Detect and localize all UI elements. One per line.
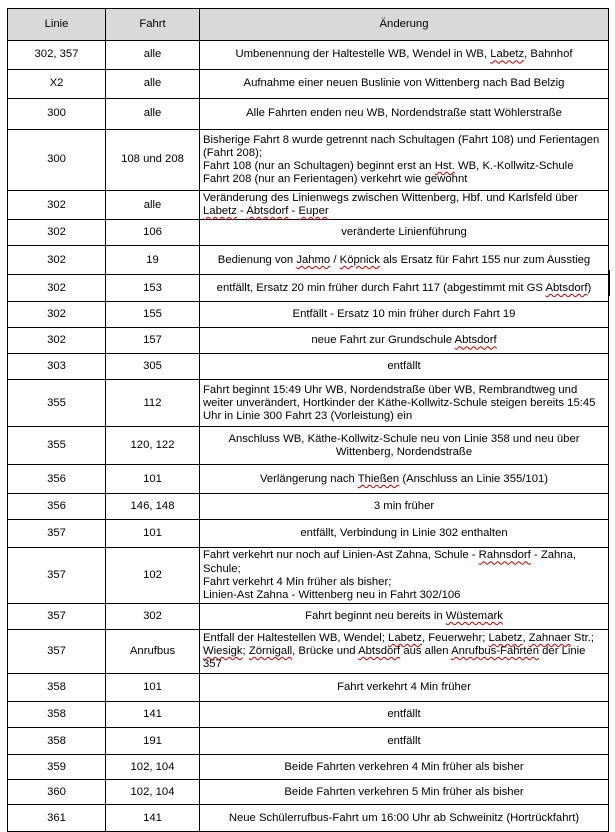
cell-aenderung xyxy=(200,70,609,99)
cell-linie: 355 xyxy=(8,380,106,427)
spellcheck-word: Rahnsdorf xyxy=(478,549,531,562)
table-row xyxy=(8,191,609,220)
aenderung-line: 3 min früher xyxy=(373,500,435,513)
cell-aenderung xyxy=(200,780,609,805)
table-row xyxy=(8,702,609,728)
aenderung-line: Neue Schülerrufbus-Fahrt um 16:00 Uhr ab Schweinitz (Hortrückfahrt) xyxy=(228,811,580,824)
cell-linie: 359 xyxy=(8,755,106,780)
cell-aenderung xyxy=(200,520,609,548)
cell-aenderung xyxy=(200,630,609,674)
cell-linie: 302 xyxy=(8,275,106,302)
table-row xyxy=(8,805,609,832)
cell-fahrt: 101 xyxy=(106,520,200,548)
spellcheck-word: Zörnigall xyxy=(248,645,293,658)
aenderung-line: Entfall der Haltestellen WB, Wendel; Labetz, Feuerwehr; Labetz, Zahnaer Str.; Wiesigk; Zörnigall, Brücke und Abtsdorf aus allen Anrufbus-Fahrten der Linie 357 xyxy=(203,631,595,671)
aenderung-line: Alle Fahrten enden neu WB, Nordendstraße statt Wöhlerstraße xyxy=(246,107,562,120)
cell-linie: 355 xyxy=(8,427,106,465)
cell-fahrt: 106 xyxy=(106,220,200,246)
cell-fahrt: 146, 148 xyxy=(106,494,200,520)
table-row xyxy=(8,328,609,354)
cell-linie: 300 xyxy=(8,130,106,191)
aenderung-line: entfällt, Ersatz 20 min früher durch Fahrt 117 (abgestimmt mit GS Abtsdorf) xyxy=(216,281,592,294)
cell-aenderung xyxy=(200,494,609,520)
aenderung-line: Beide Fahrten verkehren 4 Min früher als bisher xyxy=(284,760,524,773)
aenderung-line: Fahrt 208 (nur an Ferientagen) verkehrt wie gewohnt xyxy=(203,173,468,186)
cell-fahrt: 157 xyxy=(106,328,200,354)
spellcheck-word: Abtsdorf xyxy=(454,334,497,347)
spellcheck-word: Jahmo xyxy=(296,253,331,266)
aenderung-line: Fahrt 108 (nur an Schultagen) beginnt erst an Hst. WB, K.-Kollwitz-Schule xyxy=(203,160,574,172)
cell-aenderung xyxy=(200,702,609,728)
cell-linie: 361 xyxy=(8,805,106,832)
aenderung-line: Fahrt verkehrt nur noch auf Linien-Ast Zahna, Schule - Rahnsdorf - Zahna, Schule; xyxy=(203,549,577,575)
table-row xyxy=(8,755,609,780)
spellcheck-word: Euper xyxy=(298,205,329,218)
cell-linie: 358 xyxy=(8,674,106,702)
spellcheck-word: Labetz xyxy=(488,631,523,644)
header-aenderung: Änderung xyxy=(200,9,609,41)
aenderung-line: Bisherige Fahrt 8 wurde getrennt nach Schultagen (Fahrt 108) und Ferientagen (Fahrt 208); xyxy=(203,133,600,159)
cell-fahrt: 153 xyxy=(106,275,200,302)
spellcheck-word: Abtsdorf xyxy=(358,645,401,658)
table-row xyxy=(8,604,609,630)
header-fahrt: Fahrt xyxy=(106,9,200,41)
table-row xyxy=(8,70,609,99)
cell-fahrt: alle xyxy=(106,191,200,220)
table-row xyxy=(8,130,609,191)
table-header-row xyxy=(8,9,609,41)
cell-fahrt: 108 und 208 xyxy=(106,130,200,191)
spellcheck-word: Hst. xyxy=(434,160,455,172)
spellcheck-word: Zahnaer xyxy=(528,631,571,644)
cell-aenderung xyxy=(200,805,609,832)
aenderung-line: Beide Fahrten verkehren 5 Min früher als bisher xyxy=(284,785,524,798)
aenderung-line: neue Fahrt zur Grundschule Abtsdorf xyxy=(311,334,497,347)
cell-linie: 302 xyxy=(8,246,106,275)
aenderung-line: Anschluss WB, Käthe-Kollwitz-Schule neu von Linie 358 und neu über Wittenberg, Nordendstraße xyxy=(228,432,580,458)
aenderung-line: Fahrt verkehrt 4 Min früher als bisher; xyxy=(203,575,392,588)
table-row xyxy=(8,99,609,130)
spellcheck-word: Wiesigk xyxy=(203,645,243,658)
cell-linie: 356 xyxy=(8,465,106,494)
cell-linie: 358 xyxy=(8,702,106,728)
spellcheck-word: Wüstemark xyxy=(445,610,503,623)
aenderung-line: Linien-Ast Zahna - Wittenberg neu in Fahrt 302/106 xyxy=(203,589,461,602)
aenderung-line: entfällt, Verbindung in Linie 302 enthalten xyxy=(300,527,508,540)
cell-aenderung xyxy=(200,275,609,302)
table-row xyxy=(8,465,609,494)
aenderung-line: entfällt xyxy=(387,360,421,373)
cell-fahrt: 120, 122 xyxy=(106,427,200,465)
aenderung-line: Veränderung des Linienwegs zwischen Wittenberg, Hbf. und Karlsfeld über Labetz - Abtsdorf - Euper xyxy=(203,192,578,218)
cell-fahrt: alle xyxy=(106,41,200,70)
aenderung-line: Fahrt beginnt 15:49 Uhr WB, Nordendstraße über WB, Rembrandtweg und weiter unverändert, Hortkinder der Käthe-Kollwitz-Schule steigen bereits 15:45 Uhr in Linie 300 Fahrt 23 (Vorleistung) ein xyxy=(203,383,596,422)
table-row xyxy=(8,41,609,70)
table-row xyxy=(8,520,609,548)
spellcheck-word: Labetz xyxy=(203,205,237,218)
spellcheck-word: Labetz xyxy=(388,631,422,644)
cell-fahrt: 305 xyxy=(106,354,200,380)
cell-linie: 357 xyxy=(8,548,106,604)
cell-aenderung xyxy=(200,354,609,380)
aenderung-line: Entfällt - Ersatz 10 min früher durch Fahrt 19 xyxy=(292,308,516,321)
cell-aenderung xyxy=(200,728,609,755)
changes-table xyxy=(7,8,609,832)
aenderung-line: Aufnahme einer neuen Buslinie von Wittenberg nach Bad Belzig xyxy=(243,77,565,90)
cell-aenderung xyxy=(200,427,609,465)
table-row xyxy=(8,354,609,380)
table-row xyxy=(8,246,609,275)
cell-aenderung xyxy=(200,99,609,130)
cell-linie: 302 xyxy=(8,328,106,354)
aenderung-line: Umbenennung der Haltestelle WB, Wendel in WB, Labetz, Bahnhof xyxy=(235,48,573,61)
aenderung-line: entfällt xyxy=(387,708,421,721)
cell-fahrt: alle xyxy=(106,70,200,99)
cell-linie: 358 xyxy=(8,728,106,755)
cell-aenderung xyxy=(200,380,609,427)
cell-linie: 302 xyxy=(8,191,106,220)
cell-linie: 357 xyxy=(8,520,106,548)
table-row xyxy=(8,275,609,302)
table-body xyxy=(8,41,609,832)
cell-fahrt: 112 xyxy=(106,380,200,427)
spellcheck-word: Thießen xyxy=(357,472,400,485)
cell-linie: 302 xyxy=(8,220,106,246)
spellcheck-word: Abtsdorf xyxy=(246,205,289,218)
cell-aenderung xyxy=(200,41,609,70)
cell-fahrt: 19 xyxy=(106,246,200,275)
cell-aenderung xyxy=(200,191,609,220)
cell-fahrt: 102, 104 xyxy=(106,780,200,805)
cell-linie: 300 xyxy=(8,99,106,130)
aenderung-line: veränderte Linienführung xyxy=(341,226,467,239)
cell-linie: 357 xyxy=(8,630,106,674)
aenderung-line: Fahrt verkehrt 4 Min früher xyxy=(337,681,471,694)
cell-aenderung xyxy=(200,328,609,354)
cell-fahrt: 101 xyxy=(106,674,200,702)
page-edge-mark xyxy=(609,270,610,296)
cell-aenderung xyxy=(200,302,609,328)
table-row xyxy=(8,302,609,328)
cell-fahrt: 302 xyxy=(106,604,200,630)
spellcheck-word: Anrufbus-Fahrten xyxy=(451,645,539,658)
table-row xyxy=(8,380,609,427)
cell-linie: 357 xyxy=(8,604,106,630)
spellcheck-word: Köpnick xyxy=(339,253,380,266)
cell-aenderung xyxy=(200,130,609,191)
cell-linie: 302, 357 xyxy=(8,41,106,70)
cell-fahrt: 101 xyxy=(106,465,200,494)
cell-linie: X2 xyxy=(8,70,106,99)
cell-linie: 302 xyxy=(8,302,106,328)
table-row xyxy=(8,728,609,755)
cell-aenderung xyxy=(200,755,609,780)
cell-linie: 356 xyxy=(8,494,106,520)
aenderung-line: Fahrt beginnt neu bereits in Wüstemark xyxy=(305,610,503,623)
cell-fahrt: 102 xyxy=(106,548,200,604)
cell-aenderung xyxy=(200,246,609,275)
table-row xyxy=(8,427,609,465)
spellcheck-word: Abtsdorf xyxy=(545,281,588,294)
table-row xyxy=(8,674,609,702)
table-row xyxy=(8,494,609,520)
cell-fahrt: 141 xyxy=(106,805,200,832)
header-linie: Linie xyxy=(8,9,106,41)
spellcheck-word: Labetz xyxy=(490,48,525,61)
cell-aenderung xyxy=(200,604,609,630)
cell-aenderung xyxy=(200,465,609,494)
cell-aenderung xyxy=(200,674,609,702)
aenderung-line: entfällt xyxy=(387,734,421,747)
aenderung-line: Verlängerung nach Thießen (Anschluss an Linie 355/101) xyxy=(259,472,549,485)
cell-aenderung xyxy=(200,548,609,604)
cell-linie: 360 xyxy=(8,780,106,805)
cell-fahrt: 155 xyxy=(106,302,200,328)
table-row xyxy=(8,220,609,246)
table-row xyxy=(8,630,609,674)
table-row xyxy=(8,780,609,805)
cell-fahrt: alle xyxy=(106,99,200,130)
cell-linie: 303 xyxy=(8,354,106,380)
aenderung-line: Bedienung von Jahmo / Köpnick als Ersatz für Fahrt 155 nur zum Ausstieg xyxy=(217,253,591,266)
cell-fahrt: 102, 104 xyxy=(106,755,200,780)
cell-fahrt: Anrufbus xyxy=(106,630,200,674)
cell-aenderung xyxy=(200,220,609,246)
cell-fahrt: 141 xyxy=(106,702,200,728)
cell-fahrt: 191 xyxy=(106,728,200,755)
table-row xyxy=(8,548,609,604)
